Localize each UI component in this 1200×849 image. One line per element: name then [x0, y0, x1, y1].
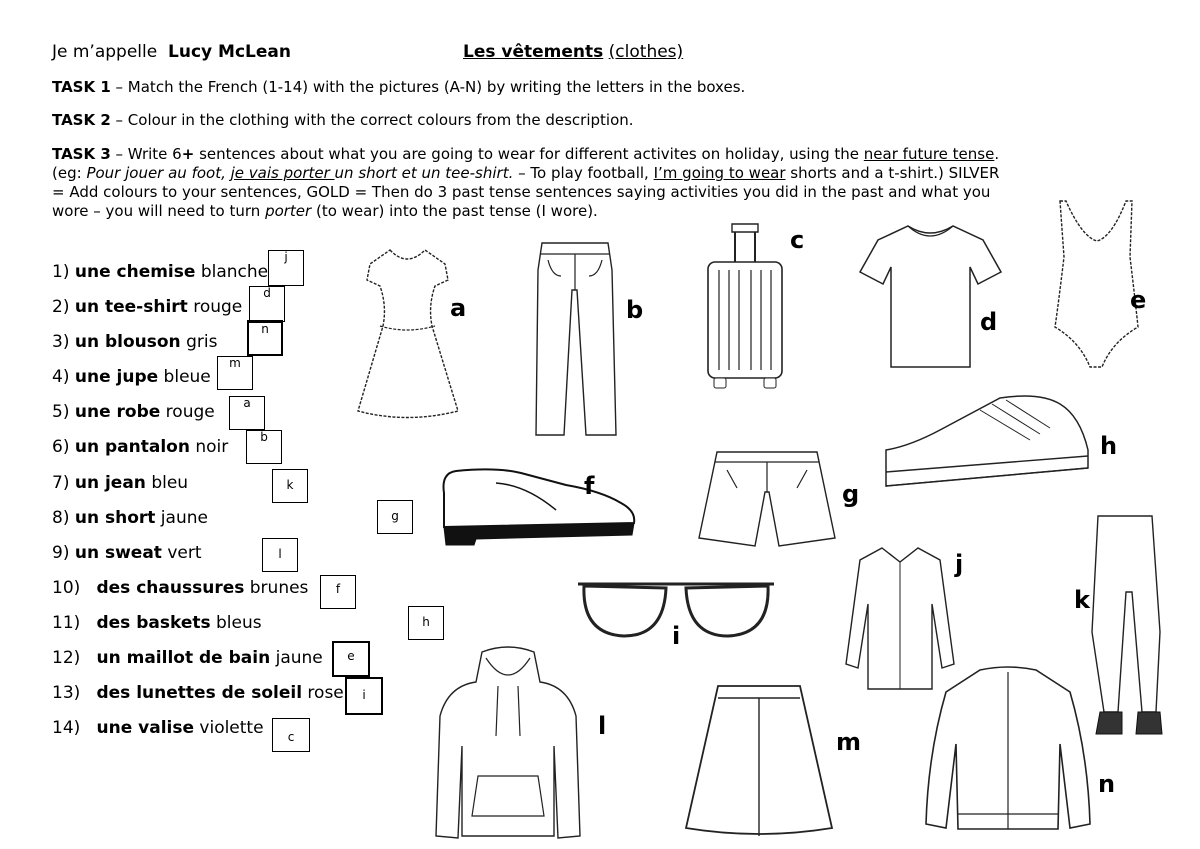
- vocab-item-1: 1) une chemise blanche: [52, 262, 269, 282]
- vocab-item-8: 8) un short jaune: [52, 508, 208, 528]
- task-3-text: sentences about what you are going to wear for different activites on holiday, using the: [194, 145, 864, 163]
- answer-box-6[interactable]: b: [246, 430, 282, 464]
- answer-box-1[interactable]: j: [268, 250, 304, 286]
- worksheet-title: [463, 42, 683, 62]
- trousers-picture: [528, 240, 623, 440]
- name-prefix: Je m’appelle: [52, 42, 158, 62]
- task-3-text: – Write 6: [110, 145, 182, 163]
- answer-box-14[interactable]: c: [272, 718, 310, 752]
- picture-letter-i: i: [672, 622, 681, 650]
- picture-letter-k: k: [1074, 586, 1090, 614]
- picture-letter-f: f: [584, 472, 595, 500]
- task-1: [52, 78, 745, 97]
- student-name: Lucy McLean: [168, 42, 291, 62]
- answer-box-11[interactable]: h: [408, 606, 444, 640]
- vocab-item-5: 5) une robe rouge: [52, 402, 215, 422]
- picture-letter-l: l: [598, 712, 607, 740]
- hoodie-picture: [430, 646, 585, 846]
- task-3-plus: +: [181, 145, 195, 163]
- task-2: [52, 111, 634, 130]
- picture-letter-g: g: [842, 480, 860, 508]
- answer-box-5[interactable]: a: [229, 396, 265, 430]
- skirt-picture: [684, 680, 834, 840]
- task-3: [52, 145, 1172, 221]
- task-2-label: TASK 2: [52, 111, 111, 129]
- jacket-picture: [920, 664, 1095, 839]
- swimsuit-picture: [1052, 197, 1142, 372]
- picture-letter-c: c: [790, 226, 805, 254]
- task-1-text: – Match the French (1-14) with the pictures (A-N) by writing the letters in the boxes.: [110, 78, 746, 96]
- answer-box-8[interactable]: g: [377, 500, 413, 534]
- task-3-italic: Pour jouer au foot,: [86, 164, 231, 182]
- task-3-line-3: = Add colours to your sentences, GOLD = Then do 3 past tense sentences saying activities you did in the past and what you: [52, 183, 991, 201]
- task-3-text: (eg:: [52, 164, 87, 182]
- task-3-label: TASK 3: [52, 145, 111, 163]
- sneaker-picture: [880, 390, 1095, 495]
- picture-letter-n: n: [1098, 770, 1116, 798]
- answer-box-13[interactable]: i: [345, 677, 383, 715]
- title-main: Les vêtements: [463, 42, 604, 62]
- task-3-italic: un short et un tee-shirt.: [334, 164, 514, 182]
- vocab-item-2: 2) un tee-shirt rouge: [52, 297, 243, 317]
- task-3-text: shorts and a t-shirt.) SILVER: [785, 164, 1000, 182]
- vocab-item-4: 4) une jupe bleue: [52, 367, 211, 387]
- task-3-text: (to wear) into the past tense (I wore).: [311, 202, 598, 220]
- task-3-italic-underline: je vais porter: [230, 164, 335, 182]
- vocab-item-13: 13) des lunettes de soleil rose: [52, 683, 344, 703]
- tshirt-picture: [858, 222, 1003, 372]
- answer-box-10[interactable]: f: [320, 575, 356, 609]
- task-3-underline: I’m going to wear: [653, 164, 786, 182]
- picture-letter-h: h: [1100, 432, 1118, 460]
- vocab-item-12: 12) un maillot de bain jaune: [52, 648, 323, 668]
- dress-shoe-picture: [436, 465, 641, 550]
- task-2-text: – Colour in the clothing with the correct colours from the description.: [110, 111, 634, 129]
- answer-box-7[interactable]: k: [272, 469, 308, 503]
- picture-letter-j: j: [955, 550, 964, 578]
- picture-letter-b: b: [626, 296, 644, 324]
- answer-box-9[interactable]: l: [262, 538, 298, 572]
- jeans-picture: [1086, 512, 1166, 742]
- title-sub: (clothes): [608, 42, 684, 62]
- suitcase-picture: [705, 220, 785, 395]
- picture-letter-a: a: [450, 294, 467, 322]
- task-3-text: – To play football,: [513, 164, 654, 182]
- task-3-underline: near future tense: [863, 145, 995, 163]
- vocab-item-10: 10) des chaussures brunes: [52, 578, 309, 598]
- vocab-item-14: 14) une valise violette: [52, 718, 264, 738]
- picture-letter-d: d: [980, 308, 998, 336]
- task-3-text: .: [994, 145, 1000, 163]
- task-1-label: TASK 1: [52, 78, 111, 96]
- answer-box-12[interactable]: e: [332, 641, 370, 677]
- vocab-item-7: 7) un jean bleu: [52, 473, 189, 493]
- answer-box-3[interactable]: n: [247, 320, 283, 356]
- student-name-line: [52, 42, 291, 62]
- picture-letter-e: e: [1130, 286, 1147, 314]
- vocab-item-6: 6) un pantalon noir: [52, 437, 229, 457]
- vocab-item-9: 9) un sweat vert: [52, 543, 202, 563]
- answer-box-4[interactable]: m: [217, 356, 253, 390]
- dress-picture: [350, 246, 465, 426]
- shorts-picture: [695, 448, 840, 548]
- vocab-item-3: 3) un blouson gris: [52, 332, 218, 352]
- task-3-italic: porter: [265, 202, 312, 220]
- task-3-text: wore – you will need to turn: [52, 202, 266, 220]
- picture-letter-m: m: [836, 728, 862, 756]
- answer-box-2[interactable]: d: [249, 286, 285, 322]
- vocab-item-11: 11) des baskets bleus: [52, 613, 262, 633]
